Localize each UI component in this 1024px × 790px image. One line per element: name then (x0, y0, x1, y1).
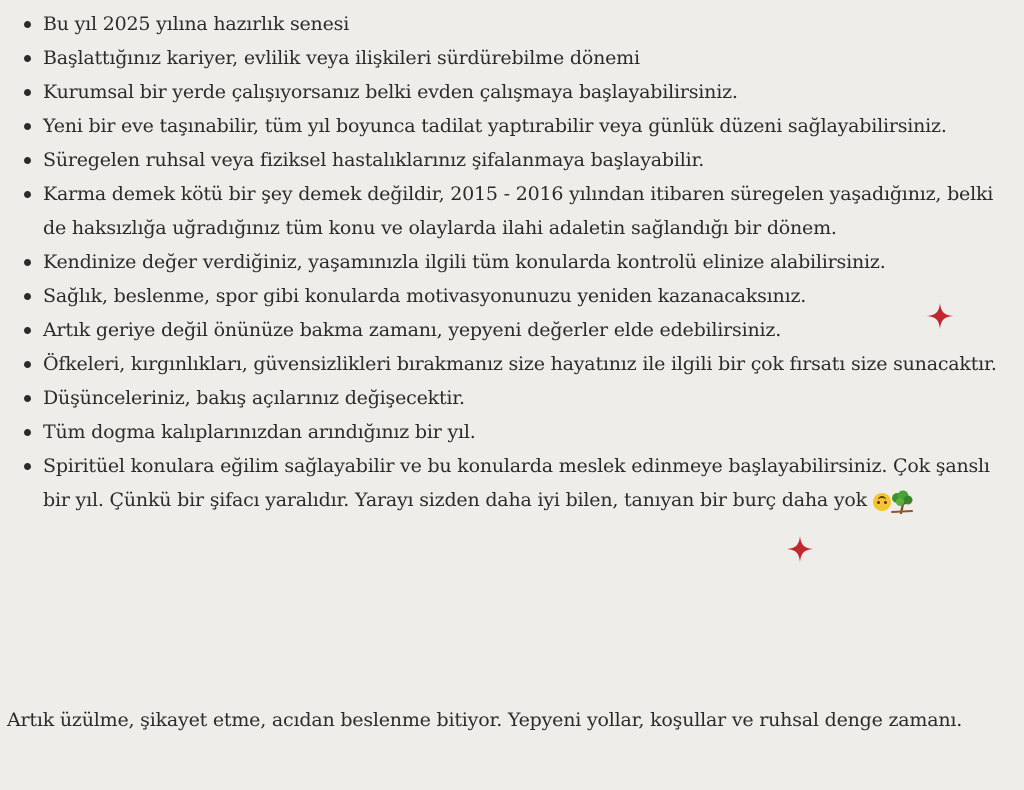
list-item (0, 449, 1024, 518)
bullet-dot (24, 157, 31, 164)
list-item-text: Kurumsal bir yerde çalışıyorsanız belki evden çalışmaya başlayabilirsiniz. (43, 81, 738, 103)
list-item-text: Öfkeleri, kırgınlıkları, güvensizlikleri bırakmanız size hayatınız ile ilgili bir çok fırsatı size sunacaktır. (43, 353, 997, 375)
bullet-dot (24, 293, 31, 300)
list-item-text: Karma demek kötü bir şey demek değildir, 2015 - 2016 yılından itibaren süregelen yaşadığınız, belki de haksızlığa uğradığınız tüm konu ve olaylarda ilahi adaletin sağlandığı bir dönem. (43, 183, 994, 239)
list-item (0, 7, 1024, 41)
bullet-dot (24, 463, 31, 470)
emoji-group (873, 484, 915, 518)
list-item-text: Artık geriye değil önünüze bakma zamanı, yepyeni değerler elde edebilirsiniz. (43, 319, 782, 341)
bullet-dot (24, 191, 31, 198)
list-item (0, 313, 1024, 347)
list-item-text: Düşünceleriniz, bakış açılarınız değişecektir. (43, 387, 465, 409)
sparkle-icon (787, 536, 813, 562)
list-item-text: Süregelen ruhsal veya fiziksel hastalıklarınız şifalanmaya başlayabilir. (43, 149, 705, 171)
sparkle-icon (927, 303, 953, 329)
list-item (0, 109, 1024, 143)
list-item (0, 75, 1024, 109)
list-item (0, 415, 1024, 449)
bullet-dot (24, 21, 31, 28)
bullet-dot (24, 89, 31, 96)
bullet-dot (24, 55, 31, 62)
list-item (0, 143, 1024, 177)
bullet-dot (24, 395, 31, 402)
bullet-dot (24, 123, 31, 130)
bullet-dot (24, 327, 31, 334)
list-item (0, 245, 1024, 279)
list-item-text: Başlattığınız kariyer, evlilik veya ilişkileri sürdürebilme dönemi (43, 47, 640, 69)
list-item-text: Kendinize değer verdiğiniz, yaşamınızla ilgili tüm konularda kontrolü elinize alabilirsiniz. (43, 251, 886, 273)
list-item (0, 381, 1024, 415)
list-item-text: Tüm dogma kalıplarınızdan arındığınız bir yıl. (43, 421, 476, 443)
closing-paragraph: Artık üzülme, şikayet etme, acıdan beslenme bitiyor. Yepyeni yollar, koşullar ve ruhsal denge zamanı. (7, 709, 963, 731)
tree-icon (889, 490, 915, 514)
list-item-text: Bu yıl 2025 yılına hazırlık senesi (43, 13, 350, 35)
list-item (0, 279, 1024, 313)
list-item (0, 177, 1024, 245)
bullet-dot (24, 429, 31, 436)
list-item-text: Yeni bir eve taşınabilir, tüm yıl boyunca tadilat yaptırabilir veya günlük düzeni sağlayabilirsiniz. (43, 115, 947, 137)
bullet-dot (24, 259, 31, 266)
list-item-text: Spiritüel konulara eğilim sağlayabilir ve bu konularda meslek edinmeye başlayabilirsiniz. Çok şanslı bir yıl. Çünkü bir şifacı yaralıdır. Yarayı sizden daha iyi bilen, tanıyan bir burç daha yok (43, 455, 990, 511)
bullet-list (0, 7, 1024, 518)
list-item (0, 347, 1024, 381)
list-item (0, 41, 1024, 75)
bullet-dot (24, 361, 31, 368)
list-item-text: Sağlık, beslenme, spor gibi konularda motivasyonunuzu yeniden kazanacaksınız. (43, 285, 807, 307)
